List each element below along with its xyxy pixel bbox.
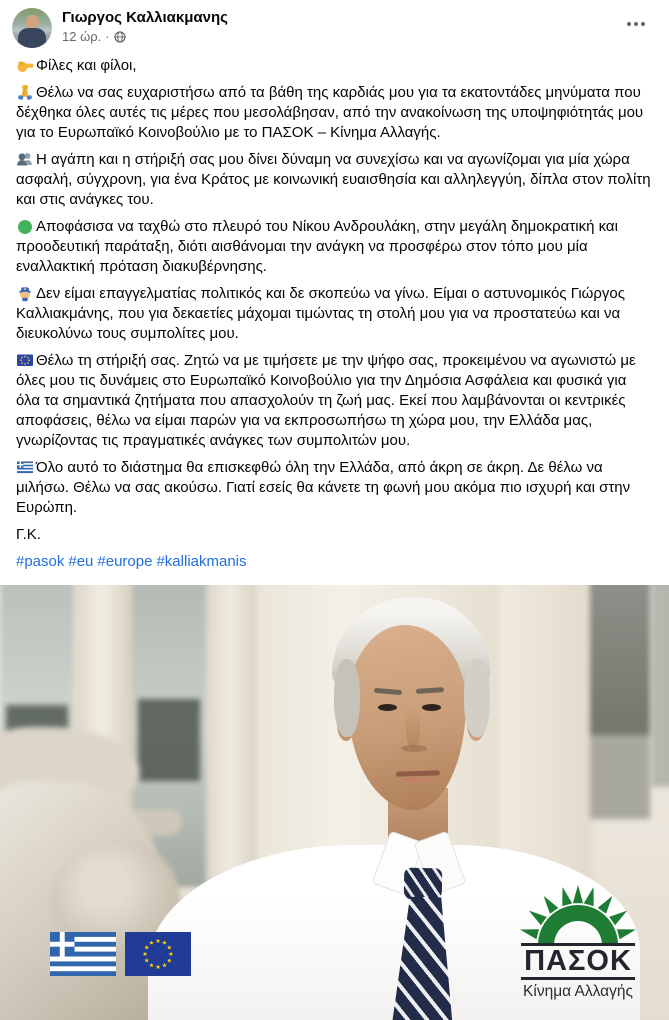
paragraph-text: Δεν είμαι επαγγελματίας πολιτικός και δε σκοπεύω να γίνω. Είμαι ο αστυνομικός Γιώργος Καλλιακμάνης, που για δεκαετίες μάχομαι τιμώντας τη στολή μου για να προστατεύω και να διευκολύνω τους συμπολίτες μου. bbox=[16, 285, 625, 342]
busts-in-silhouette-emoji bbox=[16, 150, 34, 168]
post-paragraph bbox=[16, 150, 653, 210]
paragraph-text: Η αγάπη και η στήριξή σας μου δίνει δύναμη να συνεχίσω και να αγωνίζομαι για μία χώρα ασφαλή, σύγχρονη, για ένα Κράτος με κοινωνική ευαισθησία και αλληλεγγύη, δίπλα στον πολίτη και στις ανάγκες του. bbox=[16, 151, 651, 208]
ellipsis-icon bbox=[627, 22, 631, 26]
greece-flag-emoji bbox=[16, 458, 34, 476]
point-right-emoji bbox=[16, 56, 34, 74]
paragraph-text: Αποφάσισα να ταχθώ στο πλευρό του Νίκου Ανδρουλάκη, στην μεγάλη δημοκρατική και προοδευτική παράταξη, διότι αισθάνομαι την ανάγκη να προσφέρω στον τόπο μου μία εναλλακτική πρόταση διακυβέρνησης. bbox=[16, 218, 618, 275]
man-lip bbox=[402, 777, 434, 783]
post-text bbox=[0, 54, 669, 585]
green-circle-emoji bbox=[16, 217, 34, 235]
paragraph-text: Θέλω να σας ευχαριστήσω από τα βάθη της καρδιάς μου για τα εκατοντάδες μηνύματα που δέχθηκα όλες αυτές τις μέρες που μεσολάβησαν, από την ανακοίνωση της υποψηφιότητάς μου για το Ευρωπαϊκό Κοινοβούλιο με το ΠΑΣΟΚ – Κίνημα Αλλαγής. bbox=[16, 84, 644, 141]
globe-icon bbox=[114, 31, 126, 43]
striped-tie bbox=[404, 868, 443, 901]
header-text bbox=[62, 8, 653, 45]
post-header bbox=[0, 0, 669, 54]
meta-separator: · bbox=[105, 29, 110, 44]
post-image[interactable] bbox=[0, 585, 669, 1020]
avatar-suit-shape bbox=[18, 28, 46, 48]
post-paragraph bbox=[16, 284, 653, 344]
post-paragraph bbox=[16, 351, 653, 451]
post-paragraph bbox=[16, 458, 653, 518]
avatar[interactable] bbox=[12, 8, 52, 48]
signature-text: Γ.Κ. bbox=[16, 526, 41, 543]
hashtag-row bbox=[16, 552, 653, 572]
man-eye bbox=[422, 704, 441, 711]
paragraph-text: Φίλες και φίλοι, bbox=[36, 57, 137, 74]
pasok-sun-icon bbox=[518, 883, 638, 945]
man-nose-shadow bbox=[401, 745, 427, 752]
hashtag-link[interactable]: #pasok bbox=[16, 553, 65, 570]
post-options-button[interactable] bbox=[623, 14, 649, 34]
man-nose bbox=[406, 709, 420, 747]
hashtag-link[interactable]: #eu bbox=[68, 553, 94, 570]
folded-hands-emoji bbox=[16, 83, 34, 101]
eu-flag-emoji bbox=[16, 351, 34, 369]
post-signature bbox=[16, 525, 653, 545]
pasok-logo bbox=[503, 883, 653, 1001]
avatar-face-shape bbox=[26, 15, 39, 29]
police-officer-emoji bbox=[16, 284, 34, 302]
window-sill bbox=[590, 735, 650, 819]
post-meta bbox=[62, 28, 653, 45]
dark-window bbox=[590, 585, 650, 735]
greece-flag bbox=[50, 932, 116, 976]
timestamp-link[interactable]: 12 ώρ. bbox=[62, 29, 102, 44]
man-hair-side bbox=[334, 659, 360, 737]
man-hair-side bbox=[464, 659, 490, 737]
post-paragraph bbox=[16, 56, 653, 76]
post-paragraph bbox=[16, 217, 653, 277]
paragraph-text: Όλο αυτό το διάστημα θα επισκεφθώ όλη την Ελλάδα, από άκρη σε άκρη. Δε θέλω να μιλήσω. Θέλω να σας ακούσω. Γιατί εσείς θα κάνετε τη φωνή μου ακόμα πιο ισχυρή και στην Ευρώπη. bbox=[16, 459, 631, 516]
hashtag-link[interactable]: #europe bbox=[97, 553, 153, 570]
author-name-link[interactable]: Γιωργος Καλλιακμανης bbox=[62, 9, 228, 26]
eu-flag bbox=[125, 932, 191, 976]
pasok-subtitle: Κίνημα Αλλαγής bbox=[523, 983, 633, 1001]
paragraph-text: Θέλω τη στήριξή σας. Ζητώ να με τιμήσετε με την ψήφο σας, προκειμένου να αγωνιστώ με όλες μου τις δυνάμεις στο Ευρωπαϊκό Κοινοβούλιο για την Δημόσια Ασφάλεια και φυσικά για όλα τα σημαντικά ζητήματα που απασχολούν τη ζωή μας. Εκεί που λαμβάνονται οι κεντρικές αποφάσεις, θέλω να είμαι παρών για να εκπροσωπήσω τη χώρα μου, την Ελλάδα μας, γνωρίζοντας τις πραγματικές ανάγκες των συμπολιτών μου. bbox=[16, 352, 636, 449]
dark-window bbox=[138, 699, 200, 781]
pasok-wordmark: ΠΑΣΟΚ bbox=[521, 943, 635, 980]
dark-window bbox=[652, 585, 669, 787]
man-eye bbox=[378, 704, 397, 711]
post-paragraph bbox=[16, 83, 653, 143]
hashtag-link[interactable]: #kalliakmanis bbox=[156, 553, 247, 570]
